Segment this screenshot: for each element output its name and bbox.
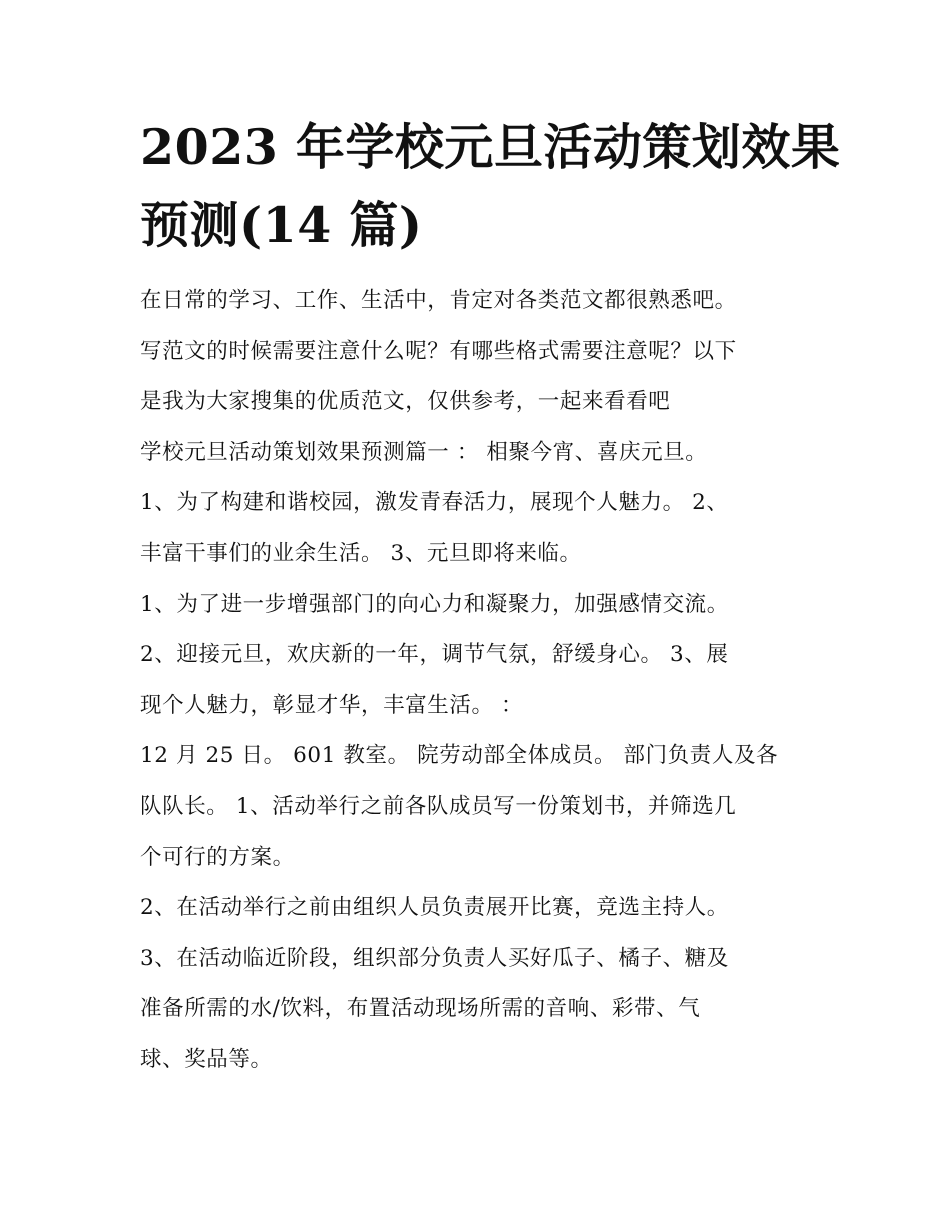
body-line: 3、在活动临近阶段，组织部分负责人买好瓜子、橘子、糖及 [140, 945, 729, 971]
body-line: 丰富干事们的业余生活。 3、元旦即将来临。 [140, 540, 582, 566]
body-line: 个可行的方案。 [140, 844, 295, 870]
body-line: 准备所需的水/饮料，布置活动现场所需的音响、彩带、气 [140, 996, 701, 1022]
body-line: 现个人魅力，彰显才华，丰富生活。 ： [140, 692, 524, 718]
body-line: 队队长。 1、活动举行之前各队成员写一份策划书，并筛选几 [140, 793, 737, 819]
body-line: 1、为了构建和谐校园，激发青春活力，展现个人魅力。 2、 [140, 490, 729, 516]
body-line: 2、在活动举行之前由组织人员负责展开比赛，竞选主持人。 [140, 895, 729, 921]
body-line: 1、为了进一步增强部门的向心力和凝聚力，加强感情交流。 [140, 591, 729, 617]
document-body [140, 276, 830, 1086]
body-line: 是我为大家搜集的优质范文，仅供参考，一起来看看吧 [140, 389, 671, 415]
title-line: 2023 年学校元旦活动策划效果 [140, 118, 841, 176]
body-line: 2、迎接元旦，欢庆新的一年，调节气氛，舒缓身心。 3、展 [140, 642, 729, 668]
body-line: 在日常的学习、工作、生活中，肯定对各类范文都很熟悉吧。 [140, 288, 737, 313]
body-line: 学校元旦活动策划效果预测篇一 ： 相聚今宵、喜庆元旦。 [140, 439, 708, 465]
body-line: 球、奖品等。 [140, 1046, 273, 1072]
body-line: 写范文的时候需要注意什么呢？有哪些格式需要注意呢？以下 [140, 338, 737, 364]
document-title [140, 116, 841, 256]
title-line: 预测(14 篇) [140, 196, 423, 254]
body-line: 12 月 25 日。 601 教室。 院劳动部全体成员。 部门负责人及各 [140, 743, 779, 769]
